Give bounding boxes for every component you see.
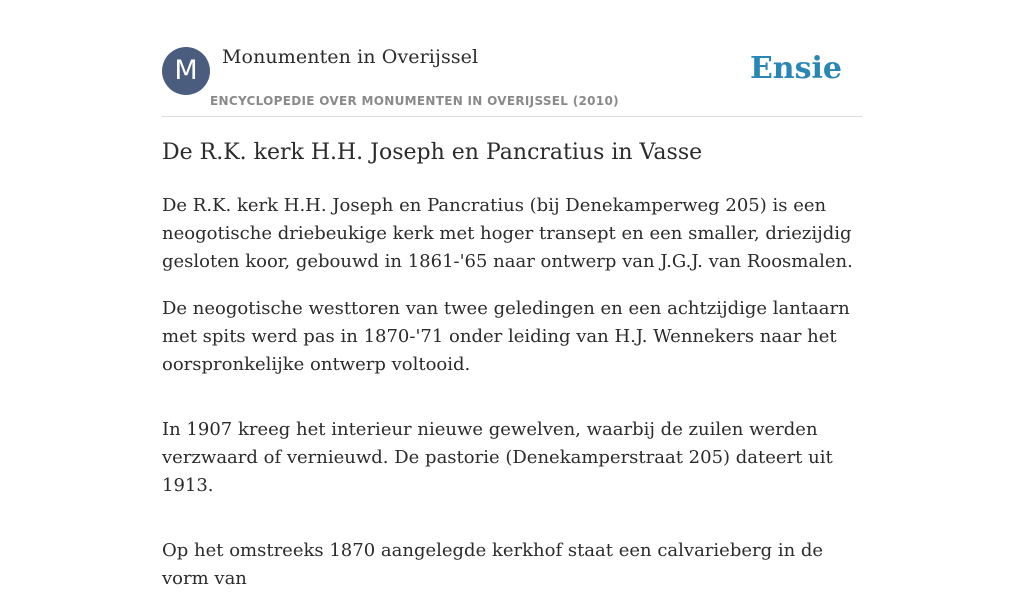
page	[162, 0, 862, 589]
article-title: De R.K. kerk H.H. Joseph en Pancratius in Vasse	[162, 140, 703, 165]
site-subtitle: ENCYCLOPEDIE OVER MONUMENTEN IN OVERIJSSEL (2010)	[210, 94, 619, 108]
brand-logo[interactable]: Ensie	[749, 51, 842, 86]
paragraph: De neogotische westtoren van twee geledingen en een achtzijdige lantaarn met spits werd pas in 1870-'71 onder leiding van H.J. Wennekers naar het oorspronkelijke ontwerp voltooid.	[162, 298, 850, 375]
paragraph: Op het omstreeks 1870 aangelegde kerkhof staat een calvarieberg in de vorm van	[162, 540, 824, 589]
site-title[interactable]: Monumenten in Overijssel	[222, 46, 479, 68]
paragraph: De R.K. kerk H.H. Joseph en Pancratius (bij Denekamperweg 205) is een neogotische driebeukige kerk met hoger transept en een smaller, driezijdig gesloten koor, gebouwd in 1861-'65 naar ontwerp van J.G.J. van Roosmalen.	[162, 195, 853, 272]
avatar[interactable]: M	[162, 47, 210, 95]
header	[162, 0, 862, 117]
paragraph: In 1907 kreeg het interieur nieuwe gewelven, waarbij de zuilen werden verzwaard of vernieuwd. De pastorie (Denekamperstraat 205) dateert uit 1913.	[162, 419, 833, 496]
article-body	[162, 192, 862, 612]
